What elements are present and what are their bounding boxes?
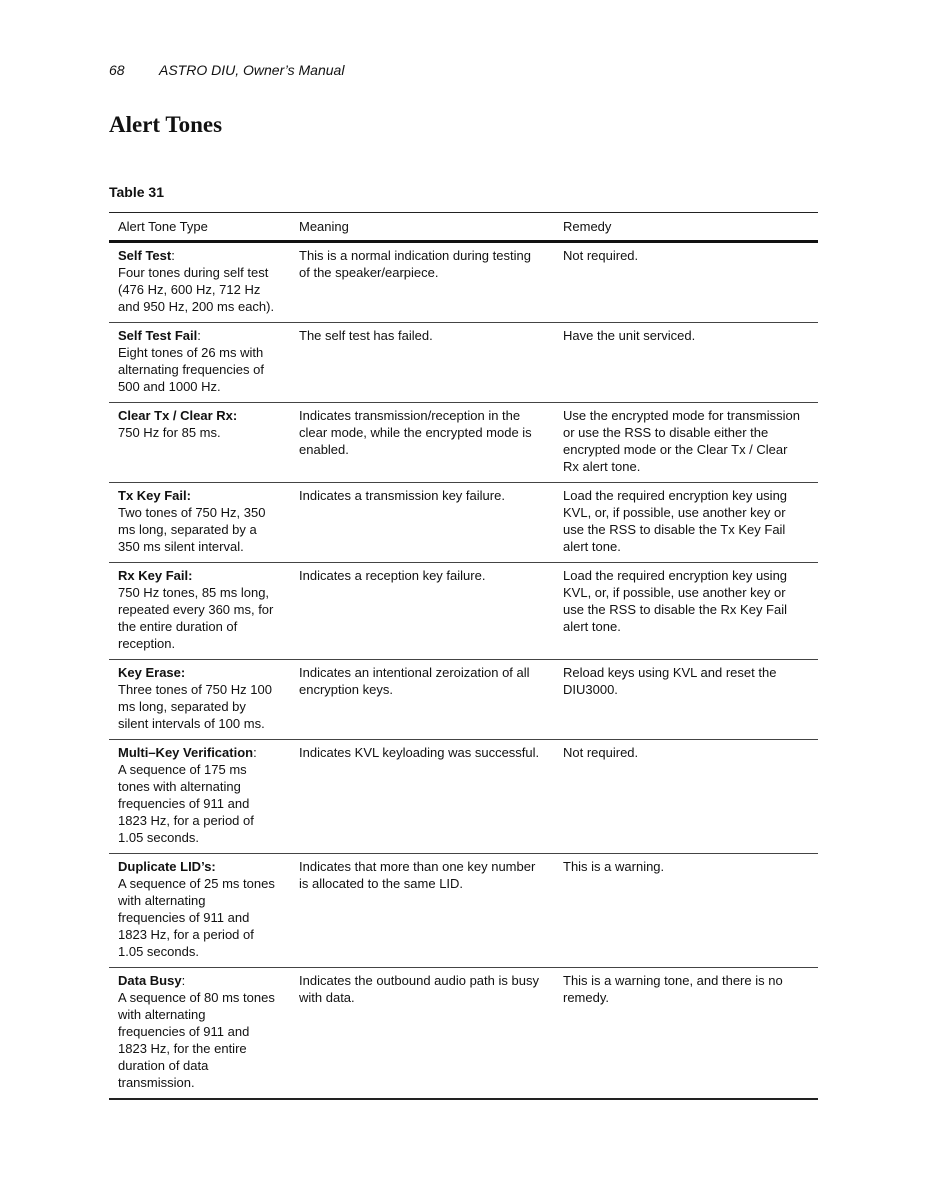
meaning-cell: Indicates KVL keyloading was successful. [299, 745, 540, 760]
tone-name: Multi–Key Verification [118, 745, 254, 760]
remedy-cell: Load the required encryption key using KVL, or, if possible, use another key or use the RSS to disable the Tx Key Fail alert tone. [563, 488, 788, 554]
tone-name-suffix: : [197, 328, 201, 343]
remedy-cell: This is a warning tone, and there is no remedy. [563, 973, 783, 1005]
tone-description: Three tones of 750 Hz 100 ms long, separated by silent intervals of 100 ms. [118, 682, 272, 731]
alert-tone-type-cell [109, 740, 290, 854]
tone-description: Eight tones of 26 ms with alternating frequencies of 500 and 1000 Hz. [118, 345, 264, 394]
meaning-cell: The self test has failed. [299, 328, 433, 343]
column-header-remedy: Remedy [563, 219, 612, 234]
remedy-cell: This is a warning. [563, 859, 665, 874]
tone-description: 750 Hz for 85 ms. [118, 425, 221, 440]
tone-name: Clear Tx / Clear Rx: [118, 408, 238, 423]
tone-description: A sequence of 25 ms tones with alternating frequencies of 911 and 1823 Hz, for a period of 1.05 seconds. [118, 876, 275, 959]
remedy-cell: Load the required encryption key using KVL, or, if possible, use another key or use the RSS to disable the Rx Key Fail alert tone. [563, 568, 788, 634]
remedy-cell: Reload keys using KVL and reset the DIU3000. [563, 665, 777, 697]
remedy-cell: Not required. [563, 248, 639, 263]
column-header-meaning: Meaning [299, 219, 349, 234]
tone-name: Self Test [118, 248, 172, 263]
meaning-cell: Indicates transmission/reception in the clear mode, while the encrypted mode is enabled. [299, 408, 532, 457]
tone-description: 750 Hz tones, 85 ms long, repeated every 360 ms, for the entire duration of reception. [118, 585, 274, 651]
section-title: Alert Tones [109, 112, 223, 137]
meaning-cell: This is a normal indication during testing of the speaker/earpiece. [299, 248, 531, 280]
remedy-cell: Use the encrypted mode for transmission or use the RSS to disable either the encrypted mode or the Clear Tx / Clear Rx alert tone. [563, 408, 800, 474]
table-row [109, 854, 818, 968]
alert-tones-table [109, 212, 818, 1100]
table-row [109, 323, 818, 403]
tone-name: Key Erase: [118, 665, 186, 680]
tone-name: Tx Key Fail: [118, 488, 191, 503]
running-header [109, 62, 344, 78]
meaning-cell: Indicates an intentional zeroization of all encryption keys. [299, 665, 530, 697]
alert-tone-type-cell [109, 660, 290, 740]
tone-name: Duplicate LID’s: [118, 859, 216, 874]
tone-name: Rx Key Fail: [118, 568, 193, 583]
remedy-cell: Have the unit serviced. [563, 328, 696, 343]
tone-name: Data Busy [118, 973, 182, 988]
tone-name-suffix: : [181, 973, 186, 988]
page-number: 68 [109, 62, 125, 78]
alert-tone-type-cell [109, 403, 290, 483]
tone-name: Self Test Fail [118, 328, 198, 343]
table-row [109, 403, 818, 483]
table-row [109, 968, 818, 1100]
alert-tone-type-cell [109, 563, 290, 660]
alert-tone-type-cell [109, 242, 290, 323]
table-row [109, 660, 818, 740]
meaning-cell: Indicates the outbound audio path is busy with data. [299, 973, 539, 1005]
remedy-cell: Not required. [563, 745, 639, 760]
running-title: ASTRO DIU, Owner’s Manual [159, 62, 345, 78]
meaning-cell: Indicates a transmission key failure. [299, 488, 505, 503]
column-header-alert-tone-type: Alert Tone Type [118, 219, 208, 234]
tone-description: Two tones of 750 Hz, 350 ms long, separated by a 350 ms silent interval. [118, 505, 266, 554]
alert-tone-type-cell [109, 483, 290, 563]
alert-tone-type-cell [109, 323, 290, 403]
alert-tone-type-cell [109, 854, 290, 968]
table-row [109, 740, 818, 854]
table-row [109, 483, 818, 563]
table-caption: Table 31 [109, 184, 164, 200]
table-row [109, 242, 818, 323]
tone-description: A sequence of 175 ms tones with alternating frequencies of 911 and 1823 Hz, for a period of 1.05 seconds. [118, 762, 254, 845]
alert-tone-type-cell [109, 968, 290, 1100]
tone-description: Four tones during self test (476 Hz, 600 Hz, 712 Hz and 950 Hz, 200 ms each). [118, 265, 275, 314]
meaning-cell: Indicates that more than one key number is allocated to the same LID. [299, 859, 536, 891]
tone-description: A sequence of 80 ms tones with alternating frequencies of 911 and 1823 Hz, for the entire duration of data transmission. [118, 990, 275, 1090]
tone-name-suffix: : [253, 745, 257, 760]
tone-name-suffix: : [171, 248, 175, 263]
table-header-row [109, 213, 818, 242]
table-row [109, 563, 818, 660]
meaning-cell: Indicates a reception key failure. [299, 568, 486, 583]
